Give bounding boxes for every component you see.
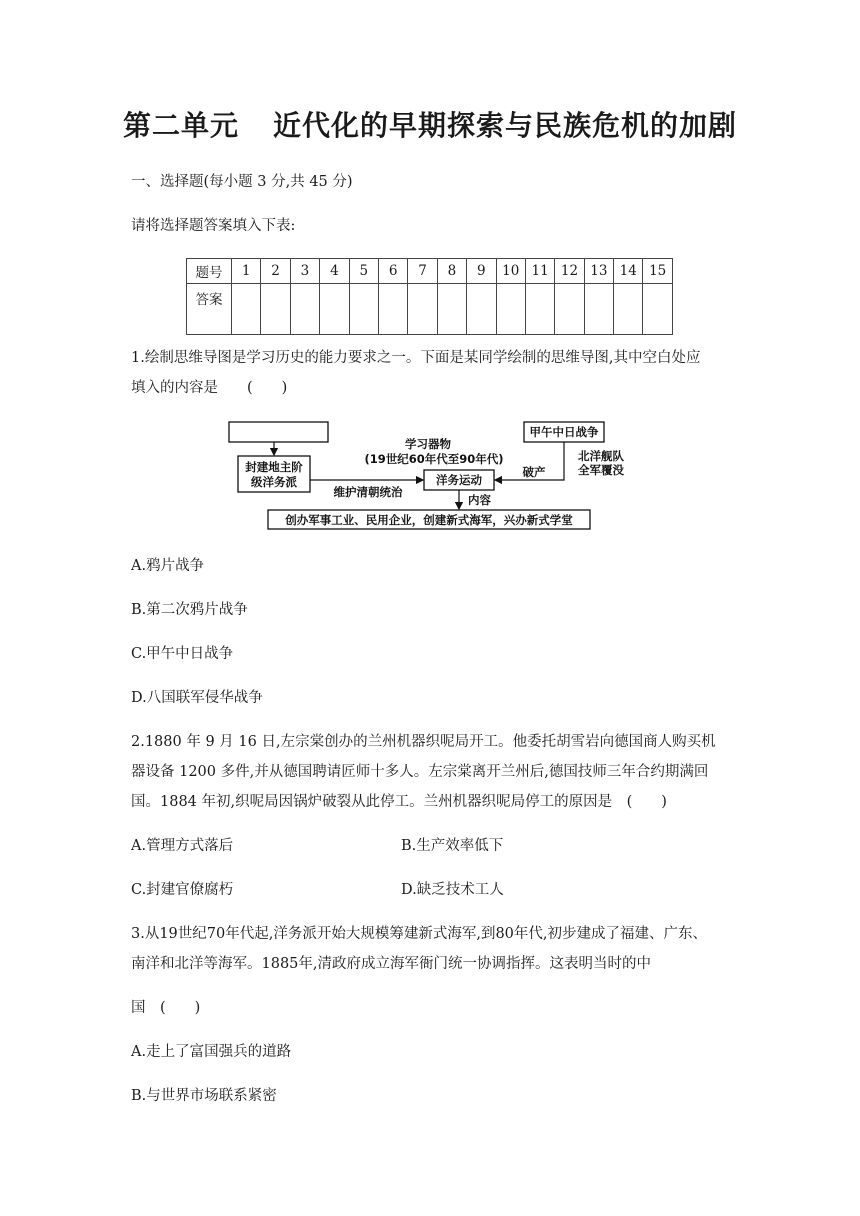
answer-cell[interactable]: [232, 284, 261, 335]
beiyang-fleet-label-1: 北洋舰队: [578, 449, 624, 463]
answer-cell[interactable]: [437, 284, 466, 335]
question-number: 13: [584, 259, 613, 284]
westernization-movement-label: 洋务运动: [436, 473, 482, 487]
question-number: 7: [408, 259, 437, 284]
landlord-class-label-1: 封建地主阶: [245, 460, 303, 474]
question-number: 2: [261, 259, 290, 284]
q1-stem-line1: 1.绘制思维导图是学习历史的能力要求之一。下面是某同学绘制的思维导图,其中空白处应: [131, 350, 701, 366]
instruction-text: 请将选择题答案填入下表:: [131, 218, 296, 234]
q3-stem-line1: 3.从19世纪70年代起,洋务派开始大规模筹建新式海军,到80年代,初步建成了福建、广东、: [131, 926, 708, 942]
q2-stem-line2: 器设备 1200 多件,并从德国聘请匠师十多人。左宗棠离开兰州后,德国技师三年合约期满回: [131, 764, 709, 780]
answer-cell[interactable]: [496, 284, 525, 335]
answer-table: [186, 258, 673, 335]
question-number: 12: [555, 259, 584, 284]
answer-cell[interactable]: [378, 284, 407, 335]
learn-tools-label: 学习器物: [405, 437, 451, 451]
question-number: 1: [232, 259, 261, 284]
q3-option-b[interactable]: B.与世界市场联系紧密: [131, 1088, 277, 1104]
q3-option-a[interactable]: A.走上了富国强兵的道路: [131, 1044, 292, 1060]
blank-answer-box: [229, 422, 328, 442]
title-topic: 近代化的早期探索与民族危机的加剧: [273, 109, 738, 142]
q1-option-c[interactable]: C.甲午中日战争: [131, 646, 234, 662]
question-number: 9: [467, 259, 496, 284]
q3-stem-line2: 南洋和北洋等海军。1885年,清政府成立海军衙门统一协调指挥。这表明当时的中: [131, 956, 652, 972]
question-number: 15: [643, 259, 672, 284]
content-box-label: 创办军事工业、民用企业，创建新式海军，兴办新式学堂: [285, 513, 573, 527]
question-number: 14: [614, 259, 643, 284]
section-heading: 一、选择题(每小题 3 分,共 45 分): [131, 174, 353, 190]
question-number: 8: [437, 259, 466, 284]
title-unit: 第二单元: [122, 109, 239, 142]
answer-cell[interactable]: [261, 284, 290, 335]
question-number: 11: [525, 259, 554, 284]
question-number: 3: [290, 259, 319, 284]
content-arrow-label: 内容: [468, 493, 491, 507]
question-number: 6: [378, 259, 407, 284]
q1-option-b[interactable]: B.第二次鸦片战争: [131, 602, 248, 618]
beiyang-fleet-label-2: 全军覆没: [578, 463, 624, 477]
answer-cell[interactable]: [290, 284, 319, 335]
answer-header: 答案: [187, 284, 232, 335]
landlord-class-label-2: 级洋务派: [251, 475, 297, 489]
answer-cell[interactable]: [349, 284, 378, 335]
q1-option-a[interactable]: A.鸦片战争: [131, 558, 205, 574]
q2-stem-line3: 国。1884 年初,织呢局因锅炉破裂从此停工。兰州机器织呢局停工的原因是 ( ): [131, 794, 667, 810]
q1-stem-line2: 填入的内容是 ( ): [131, 380, 288, 396]
answer-table-answer-row: [187, 284, 673, 335]
answer-cell[interactable]: [320, 284, 349, 335]
q2-option-c[interactable]: C.封建官僚腐朽: [131, 882, 234, 898]
answer-cell[interactable]: [643, 284, 672, 335]
answer-cell[interactable]: [614, 284, 643, 335]
page-title: [0, 104, 860, 144]
question-number: 10: [496, 259, 525, 284]
number-header: 题号: [187, 259, 232, 284]
answer-cell[interactable]: [525, 284, 554, 335]
bankruptcy-label: 破产: [522, 465, 546, 479]
q2-option-a[interactable]: A.管理方式落后: [131, 838, 234, 854]
q1-option-d[interactable]: D.八国联军侵华战争: [131, 690, 263, 706]
answer-table-number-row: [187, 259, 673, 284]
question-number: 4: [320, 259, 349, 284]
maintain-qing-rule-label: 维护清朝统治: [333, 485, 403, 499]
q3-stem-line3: 国 ( ): [131, 1000, 201, 1016]
question-number: 5: [349, 259, 378, 284]
period-label: (19世纪60年代至90年代): [364, 452, 504, 466]
q2-stem-line1: 2.1880 年 9 月 16 日,左宗棠创办的兰州机器织呢局开工。他委托胡雪岩向德国商人购买机: [131, 734, 716, 750]
answer-cell[interactable]: [584, 284, 613, 335]
mind-map-diagram: [228, 418, 624, 534]
answer-cell[interactable]: [467, 284, 496, 335]
q2-option-b[interactable]: B.生产效率低下: [401, 838, 504, 854]
q2-option-d[interactable]: D.缺乏技术工人: [401, 882, 504, 898]
answer-cell[interactable]: [408, 284, 437, 335]
sino-japanese-war-label: 甲午中日战争: [529, 425, 599, 439]
answer-cell[interactable]: [555, 284, 584, 335]
